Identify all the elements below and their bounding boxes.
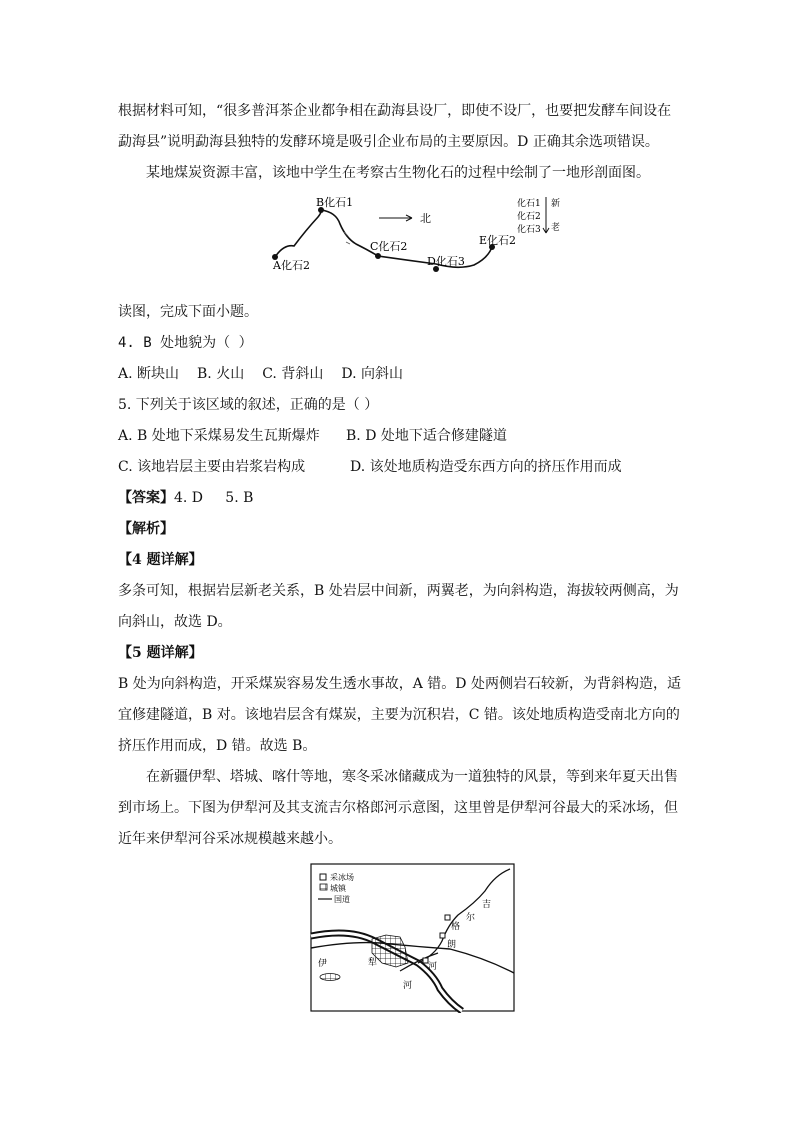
answer-line xyxy=(118,488,253,508)
q4-option-b: B. 火山 xyxy=(197,366,245,382)
q4-detail-line-2: 向斜山，故选 D。 xyxy=(118,614,232,630)
label-c: C化石2 xyxy=(370,240,408,253)
label-north: 北 xyxy=(420,212,431,225)
legend-old: 老 xyxy=(551,223,561,233)
legend-fossil-3: 化石3 xyxy=(517,225,541,235)
q4-option-d: D. 向斜山 xyxy=(341,366,403,382)
label-b: B化石1 xyxy=(316,196,354,209)
label-e: E化石2 xyxy=(479,234,517,247)
q4-detail-tag: 【4 题详解】 xyxy=(118,552,203,568)
ili-river-map xyxy=(310,863,516,1013)
ice-field-area xyxy=(320,974,340,981)
q4-option-c: C. 背斜山 xyxy=(262,366,324,382)
q5-option-b: B. D 处地下适合修建隧道 xyxy=(346,428,507,444)
analysis-tag: 【解析】 xyxy=(118,521,174,537)
question-context: 某地煤炭资源丰富，该地中学生在考察古生物化石的过程中绘制了一地形剖面图。 xyxy=(146,165,650,181)
label-er: 尔 xyxy=(466,913,476,923)
legend-fossil-2: 化石2 xyxy=(517,212,541,222)
label-li: 犁 xyxy=(368,958,378,968)
q5-option-a: A. B 处地下采煤易发生瓦斯爆炸 xyxy=(118,428,320,444)
label-yi: 伊 xyxy=(318,959,328,969)
ice-field-marker xyxy=(440,933,445,938)
label-d: D化石3 xyxy=(427,255,465,268)
label-ge: 格 xyxy=(451,922,461,932)
q4-detail-line-1: 多条可知，根据岩层新老关系，B 处岩层中间新，两翼老，为向斜构造，海拔较两侧高，为 xyxy=(118,583,679,599)
intro-line-2: 勐海县”说明勐海县独特的发酵环境是吸引企业布局的主要原因。D 正确其余选项错误。 xyxy=(118,134,659,150)
legend-new: 新 xyxy=(551,199,561,209)
q5-option-d: D. 该处地质构造受东西方向的挤压作用而成 xyxy=(350,459,622,475)
answer-tag: 【答案】 xyxy=(118,490,174,506)
q4-option-a: A. 断块山 xyxy=(118,366,180,382)
ice-field-marker xyxy=(445,915,450,920)
read-instruction: 读图，完成下面小题。 xyxy=(118,304,258,320)
ice-para-line-2: 到市场上。下图为伊犁河及其支流吉尔格郎河示意图，这里曾是伊犁河谷最大的采冰场，但 xyxy=(118,800,678,816)
label-he-tributary: 河 xyxy=(428,962,438,972)
q5-detail-line-3: 挤压作用而成，D 错。故选 B。 xyxy=(118,738,317,754)
label-he-main: 河 xyxy=(403,981,413,991)
legend-town-symbol xyxy=(320,884,327,890)
label-lang: 朗 xyxy=(447,940,457,950)
legend-fossil-1: 化石1 xyxy=(517,199,541,209)
legend-ice-label: 采冰场 xyxy=(330,873,354,882)
label-ji: 吉 xyxy=(482,900,492,910)
q5-detail-line-1: B 处为向斜构造，开采煤炭容易发生透水事故，A 错。D 处两侧岩石较新，为背斜构造，适 xyxy=(118,676,681,692)
q4-options xyxy=(118,364,403,384)
terrain-profile-figure xyxy=(260,192,580,278)
q5-detail-tag: 【5 题详解】 xyxy=(118,645,203,661)
answer-text: 4. D 5. B xyxy=(174,490,254,506)
q4-stem: 4. B 处地貌为（ ） xyxy=(118,335,253,351)
point-c xyxy=(375,253,381,259)
legend-road-label: 国道 xyxy=(334,895,350,904)
label-a: A化石2 xyxy=(273,259,310,272)
intro-line-1: 根据材料可知，“很多普洱茶企业都争相在勐海县设厂，即使不设厂，也要把发酵车间设在 xyxy=(118,103,672,119)
legend-town-label: 城镇 xyxy=(330,884,346,893)
q5-option-c: C. 该地岩层主要由岩浆岩构成 xyxy=(118,459,306,475)
ice-para-line-1: 在新疆伊犁、塔城、喀什等地，寒冬采冰储藏成为一道独特的风景，等到来年夏天出售 xyxy=(146,769,678,785)
ice-para-line-3: 近年来伊犁河谷采冰规模越来越小。 xyxy=(118,831,342,847)
q5-detail-line-2: 宜修建隧道，B 对。该地岩层含有煤炭，主要为沉积岩，C 错。该处地质构造受南北方向的 xyxy=(118,707,680,723)
q5-stem: 5. 下列关于该区域的叙述，正确的是（ ） xyxy=(118,397,379,413)
legend-ice-symbol xyxy=(320,874,326,880)
